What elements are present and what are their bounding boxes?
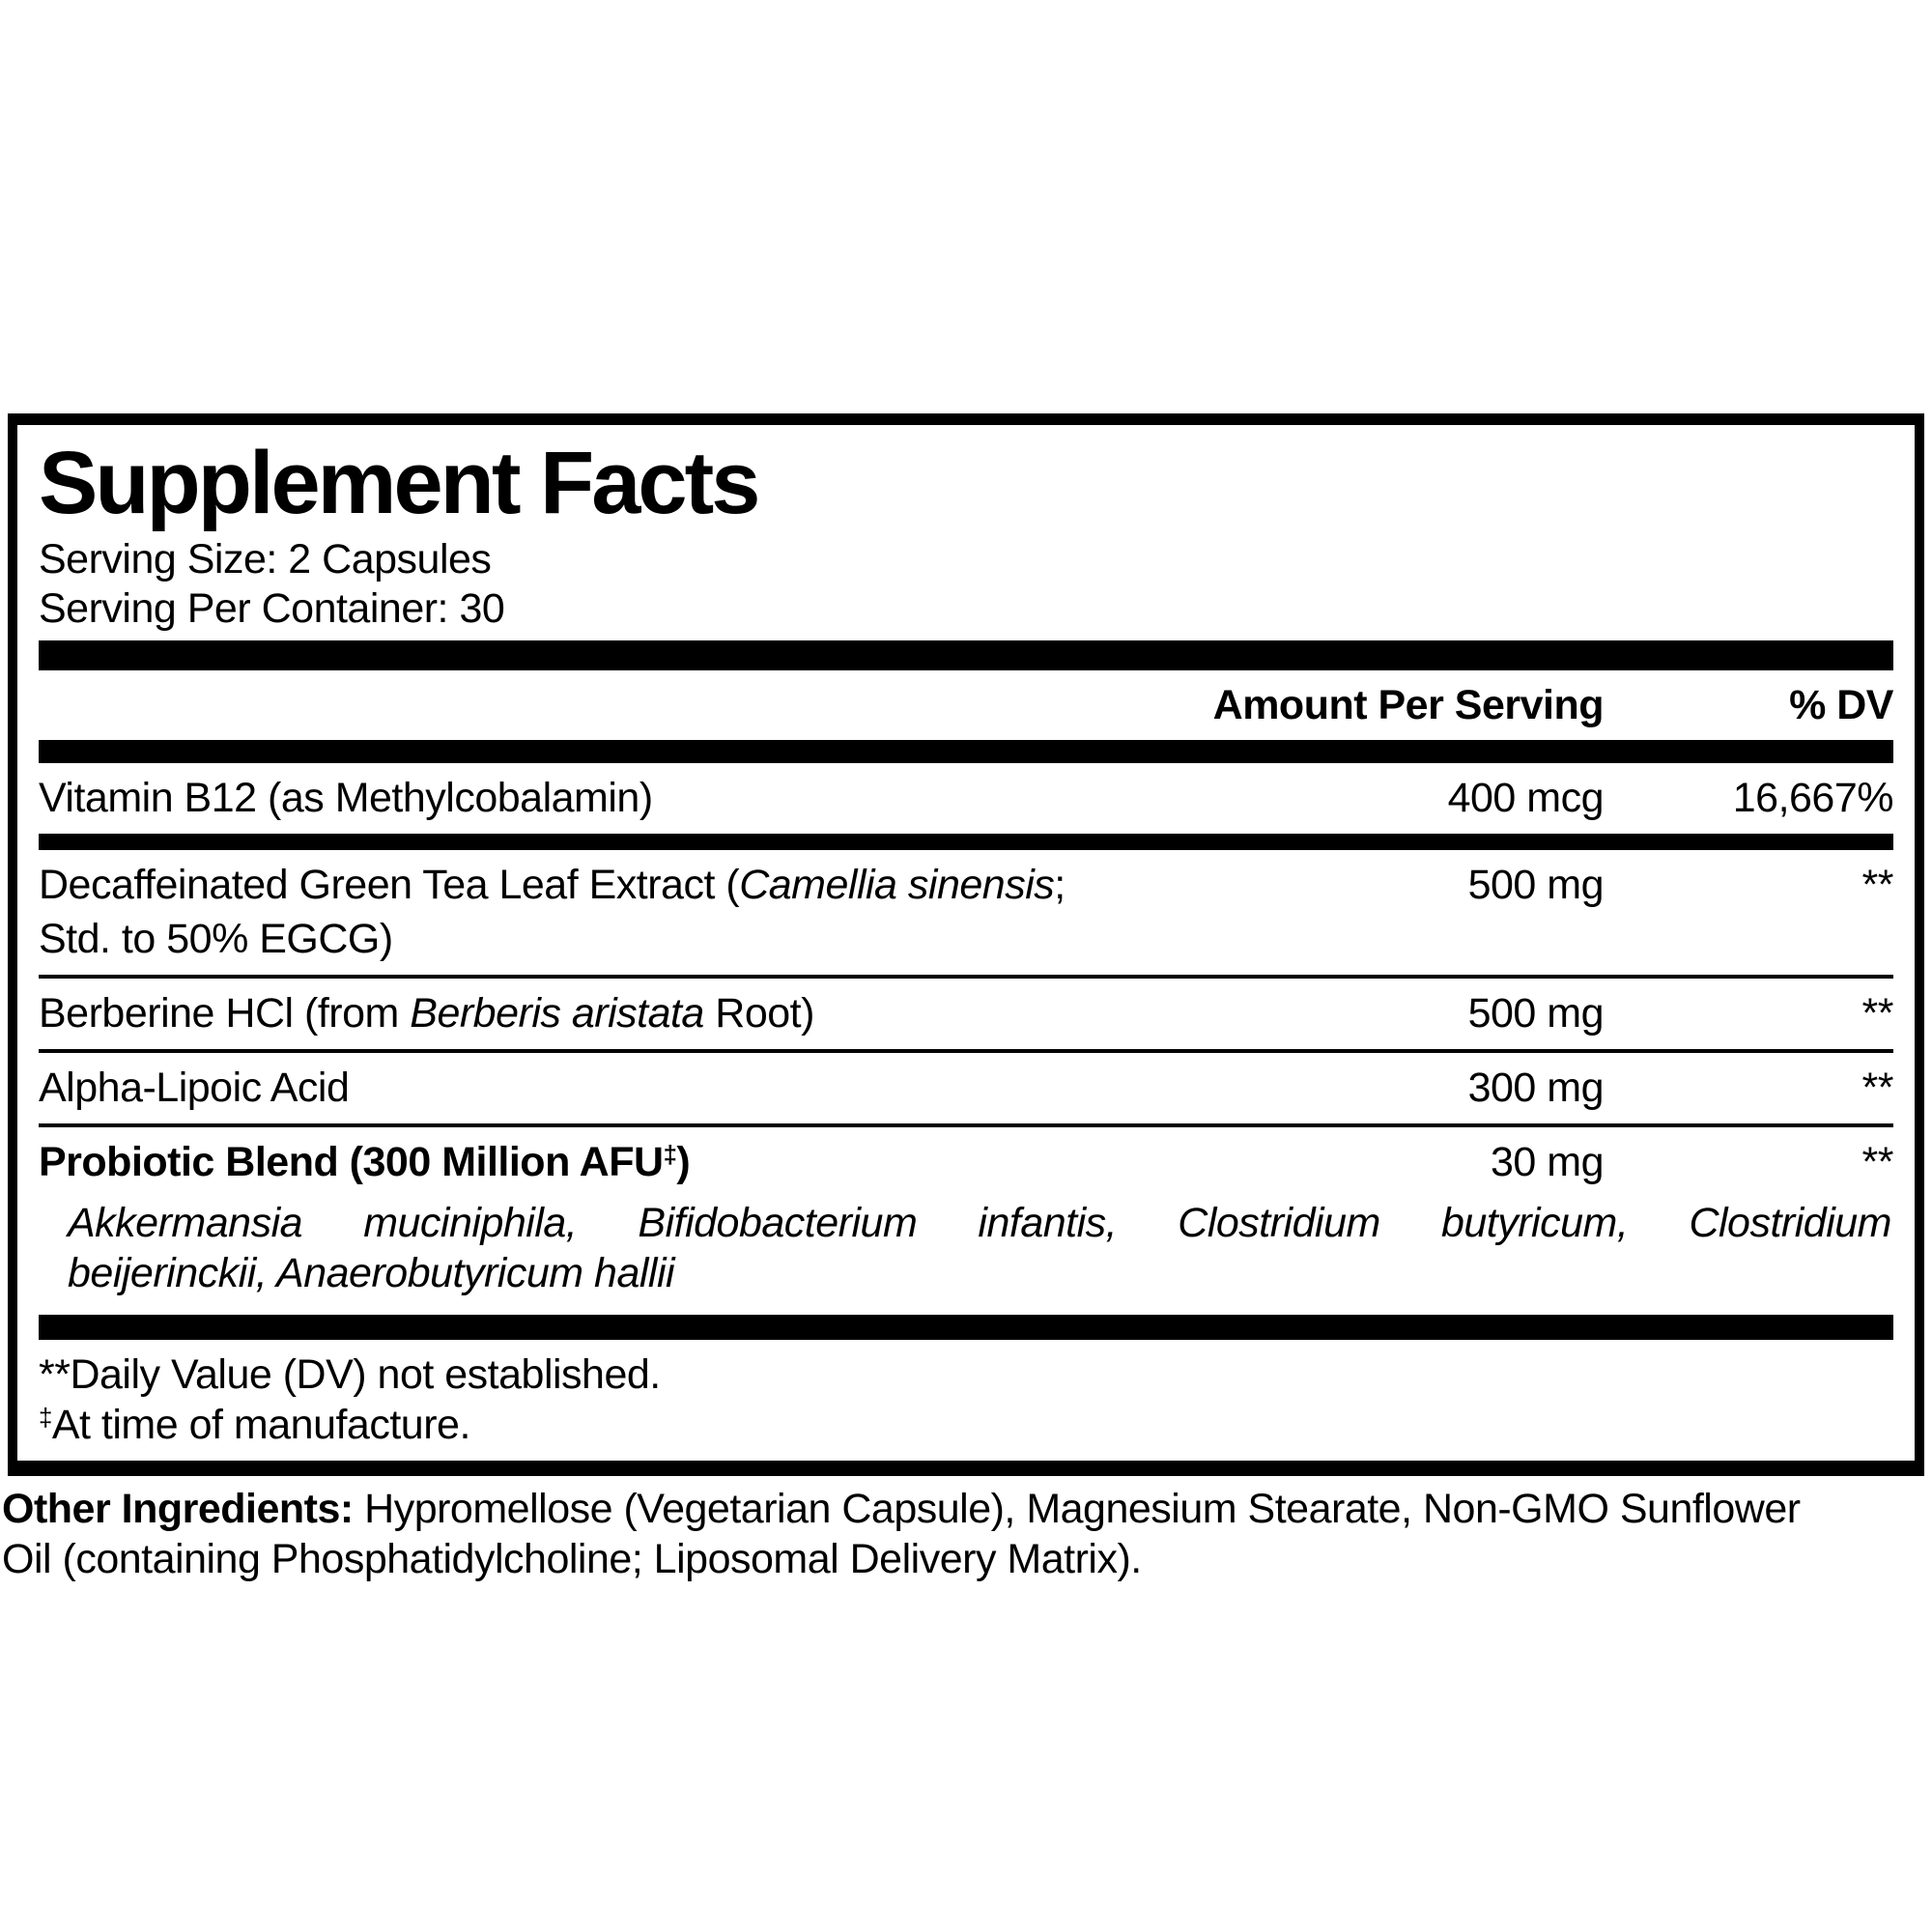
ingredient-name-text: Probiotic Blend (300 Million AFU (39, 1138, 664, 1185)
other-ingredients-text: Oil (containing Phosphatidylcholine; Liposomal Delivery Matrix). (2, 1535, 1142, 1582)
table-row (39, 850, 1893, 975)
ingredient-name-line (39, 913, 1150, 967)
amount-per-serving-value: 500 mg (1467, 990, 1604, 1037)
row-divider-medium (39, 834, 1893, 850)
ingredient-name-line (39, 859, 1150, 913)
table-header-row (39, 670, 1893, 740)
table-row (39, 763, 1893, 834)
ingredient-name-line (39, 772, 1150, 826)
amount-per-serving-value: 30 mg (1490, 1138, 1604, 1185)
ingredient-name-text: Std. to 50% EGCG) (39, 916, 393, 963)
ingredient-rows (39, 763, 1893, 1314)
header-amount-per-serving: Amount Per Serving (1212, 682, 1604, 729)
percent-dv-value: ** (1861, 862, 1893, 909)
serving-size-line: Serving Size: 2 Capsules (39, 536, 492, 582)
percent-dv-value: ** (1861, 990, 1893, 1037)
medium-divider-bar-under-header (39, 740, 1893, 763)
thick-divider-bar-top (39, 640, 1893, 670)
amount-per-serving-value: 400 mcg (1447, 775, 1604, 822)
ingredient-name-line (39, 987, 1150, 1041)
ingredient-name (39, 987, 1150, 1041)
percent-dv-value: ** (1861, 1138, 1893, 1185)
ingredient-name (39, 859, 1150, 967)
species-line: Akkermansia muciniphila, Bifidobacterium infantis, Clostridium butyricum, Clostridium (68, 1199, 1891, 1246)
ingredient-name-text: Vitamin B12 (as Methylcobalamin) (39, 775, 653, 822)
supplement-facts-panel (8, 413, 1924, 1476)
ingredient-name-text: Camellia sinensis (739, 862, 1055, 909)
probiotic-species-list (68, 1198, 1893, 1315)
other-ingredients-line (2, 1484, 1928, 1534)
percent-dv-value: 16,667% (1732, 775, 1893, 822)
dagger-superscript: ‡ (663, 1141, 677, 1169)
footnote-marker: ‡ (39, 1405, 52, 1433)
amount-per-serving-value: 300 mg (1467, 1064, 1604, 1111)
ingredient-name-text: ; (1054, 862, 1065, 909)
thick-divider-bar-bottom (39, 1315, 1893, 1340)
amount-per-serving-value: 500 mg (1467, 862, 1604, 909)
footnote-daily-value (39, 1350, 1893, 1400)
table-row (39, 979, 1893, 1049)
footnote-text: Daily Value (DV) not established. (70, 1350, 661, 1398)
ingredient-name-line (39, 1136, 1150, 1190)
panel-title: Supplement Facts (39, 434, 758, 532)
ingredient-name-text: Berberis aristata (410, 990, 704, 1037)
table-row (39, 1127, 1893, 1198)
footnote-text: At time of manufacture. (51, 1402, 470, 1449)
ingredient-name (39, 1136, 1150, 1190)
species-line: beijerinckii, Anaerobutyricum hallii (68, 1250, 675, 1297)
ingredient-name-text: Root) (703, 990, 814, 1037)
ingredient-name (39, 772, 1150, 826)
ingredient-name-text: Alpha-Lipoic Acid (39, 1064, 350, 1111)
other-ingredients-text: Hypromellose (Vegetarian Capsule), Magnesium Stearate, Non-GMO Sunflower (353, 1485, 1801, 1532)
header-percent-dv: % DV (1789, 682, 1893, 729)
ingredient-name (39, 1062, 1150, 1116)
servings-per-container-line: Serving Per Container: 30 (39, 584, 505, 632)
table-row (39, 1053, 1893, 1123)
ingredient-name-line (39, 1062, 1150, 1116)
ingredient-name-text: ) (676, 1138, 691, 1185)
other-ingredients (2, 1484, 1928, 1585)
other-ingredients-line (2, 1534, 1928, 1584)
footnote-marker: ** (39, 1350, 71, 1398)
footnote-manufacture (39, 1400, 1893, 1450)
footnotes (39, 1340, 1893, 1451)
other-ingredients-label: Other Ingredients: (2, 1485, 354, 1532)
ingredient-name-text: Berberine HCl (from (39, 990, 411, 1037)
percent-dv-value: ** (1861, 1064, 1893, 1111)
ingredient-name-text: Decaffeinated Green Tea Leaf Extract ( (39, 862, 740, 909)
